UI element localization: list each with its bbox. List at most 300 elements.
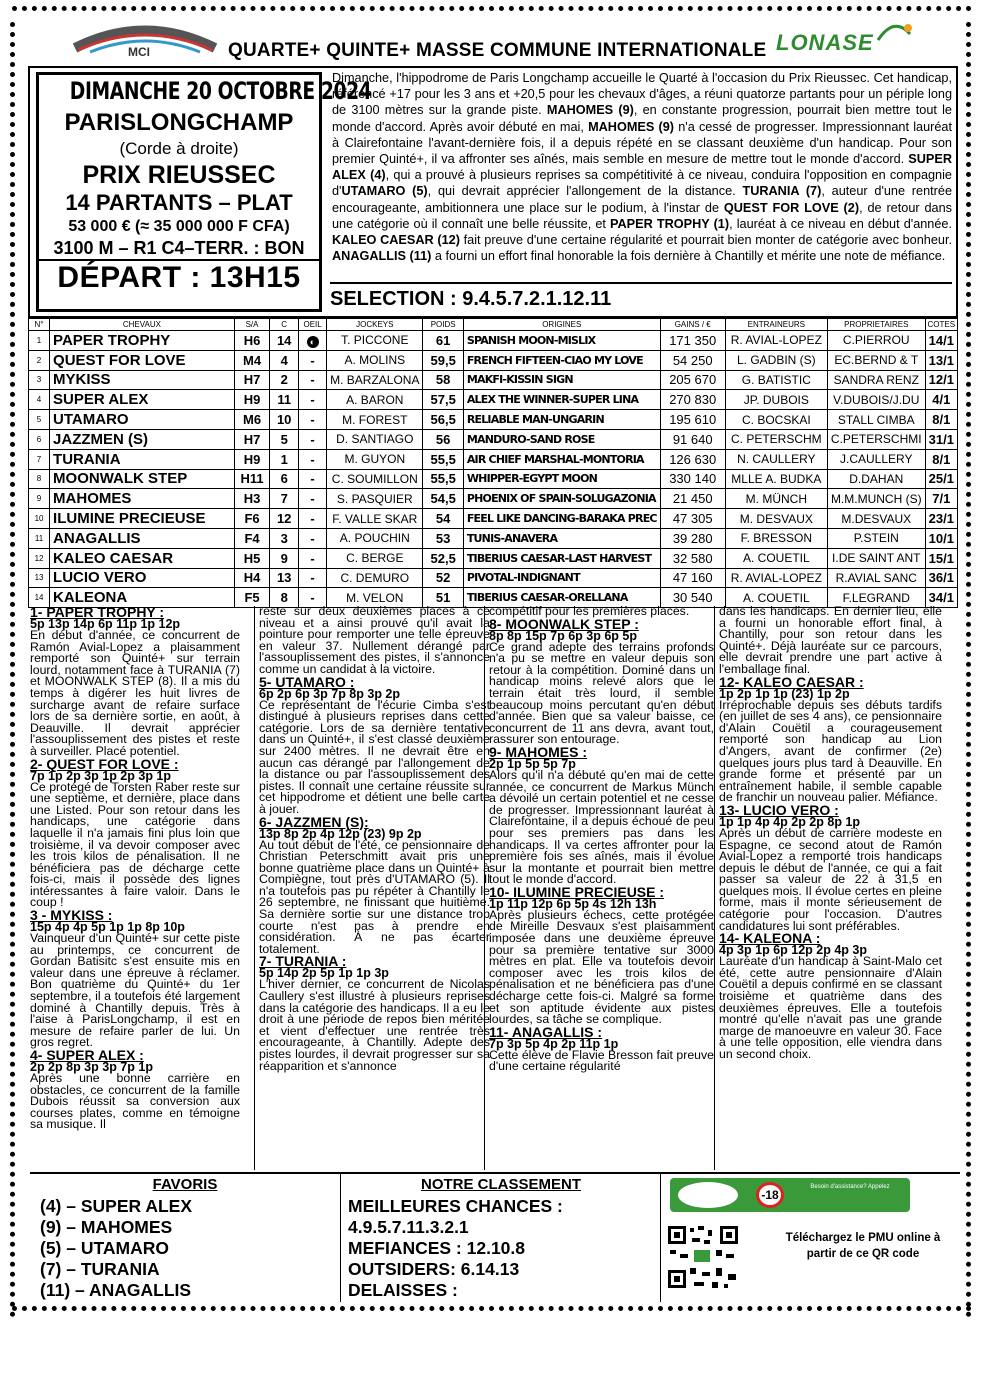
table-row: [29, 548, 958, 568]
owner: F.LEGRAND: [827, 588, 925, 608]
favori-item: (7) – TURANIA: [40, 1259, 160, 1279]
horse-entry: [259, 673, 490, 816]
entry-form: 1p 1p 4p 4p 2p 2p 8p 1p: [719, 814, 861, 829]
horse-entry: [719, 606, 942, 676]
owner: R.AVIAL SANC: [827, 568, 925, 588]
oeil: [299, 331, 327, 351]
jockey: C. BERGE: [327, 548, 423, 568]
origin: MAKFI-KISSIN SIGN: [463, 370, 660, 390]
entry-heading: [259, 673, 490, 690]
entry-heading-text: 8- MOONWALK STEP :: [489, 615, 639, 632]
entry-text: Après un début de carrière modeste en Espagne, ce second atout de Ramón Avial-Lopez a remporté trois handicaps depuis le début de l'année, ce qui a fait passer sa valeur de 22 à 31,5 en quelques mois. Il évolue certes en pleine forme, mais il monte sérieusement de catégorie pour l'occasion. D'autres candidatures lui sont préférables.: [719, 825, 942, 933]
favoris-title: FAVORIS: [152, 1176, 218, 1193]
horse-name: KALEONA: [50, 588, 235, 608]
jockey: M. FOREST: [327, 410, 423, 430]
entry-form: 2p 1p 5p 5p 7p: [489, 756, 576, 771]
origin: TIBERIUS CAESAR-LAST HARVEST: [463, 548, 660, 568]
origin: SPANISH MOON-MISLIX: [463, 331, 660, 351]
summary-text: fait preuve d'une certaine régularité et pourrait bien monter de catégorie avec bonheur.: [459, 233, 953, 248]
sex-age: H9: [234, 390, 270, 410]
odds: 4/1: [925, 390, 957, 410]
column-header: COTES: [925, 319, 957, 331]
sex-age: H6: [234, 331, 270, 351]
odds: 14/1: [925, 331, 957, 351]
origin: ALEX THE WINNER-SUPER LINA: [463, 390, 660, 410]
runner-number: 12: [29, 548, 50, 568]
odds: 34/1: [925, 588, 957, 608]
trainer: A. COUETIL: [725, 548, 827, 568]
summary-horse-name: PAPER TROPHY (1): [610, 216, 730, 231]
blinker-icon: ◐: [307, 336, 319, 348]
race-corde: (Corde à droite): [119, 139, 239, 158]
mci-logo: [70, 18, 220, 60]
horse-name: ILUMINE PRECIEUSE: [50, 509, 235, 529]
entry-text: Au tout début de l'été, ce pensionnaire de Christian Peterschmitt avait pris une bonne quatrième place dans un Quinté+ à Compiègne, tout près d'UTAMARO (5). Il n'a toutefois pas pu répéter à Chantilly le 26 septembre, ne finissant que huitième. Sa dernière sortie sur une distance trop courte n'est pas à prendre en considération. À ne pas écarter totalement.: [259, 837, 490, 956]
weight: 54: [423, 509, 463, 529]
weight: 52,5: [423, 548, 463, 568]
classement-list: [348, 1196, 658, 1301]
gains: 47 160: [660, 568, 725, 588]
origin: RELIABLE MAN-UNGARIN: [463, 410, 660, 430]
oeil: -: [299, 528, 327, 548]
entry-heading-text: 14- KALEONA :: [719, 930, 821, 947]
owner: STALL CIMBA: [827, 410, 925, 430]
summary-horse-name: MAHOMES (9): [588, 119, 675, 134]
jockey: A. BARON: [327, 390, 423, 410]
entry-text: Après une bonne carrière en obstacles, ce concurrent de la famille Dubois réussit sa conversion aux courses plates, comme en témoigne sa musique. Il: [30, 1071, 240, 1132]
runner-number: 1: [29, 331, 50, 351]
origin: PHOENIX OF SPAIN-SOLUGAZONIA: [463, 489, 660, 509]
sex-age: H7: [234, 429, 270, 449]
horse-entry: [30, 606, 240, 758]
race-summary-box: [28, 66, 958, 318]
table-row: [29, 509, 958, 529]
entry-form: 7p 3p 5p 4p 2p 11p 1p: [489, 1036, 619, 1051]
entry-form: 2p 2p 8p 3p 3p 7p 1p: [30, 1060, 153, 1074]
race-venue: PARISLONGCHAMP: [64, 109, 294, 136]
corde-number: 6: [270, 469, 299, 489]
entry-heading-text: 1- PAPER TROPHY :: [30, 606, 165, 620]
column-header: N°: [29, 319, 50, 331]
sex-age: H11: [234, 469, 270, 489]
entry-text: Ce protégé de Torsten Raber reste sur une septième, et dernière, place dans une Listed. Pour son retour dans les handicaps, une catégorie dans laquelle il n'a jamais fini plus loin que troisième, il va devoir composer avec les trois kilos de pénalisation. Il ne bénéficiera pas de décharge cette fois-ci, mais il possède des lignes intéressantes à faire valoir. Dans le coup !: [30, 779, 240, 910]
corde-number: 11: [270, 390, 299, 410]
entry-text: Cette élève de Flavie Bresson fait preuve d'une certaine régularité: [489, 1047, 714, 1074]
sex-age: H7: [234, 370, 270, 390]
column-header: JOCKEYS: [327, 319, 423, 331]
pmu-help-text: Besoin d'assistance? Appelez: [810, 1184, 890, 1190]
table-row: [29, 350, 958, 370]
gains: 205 670: [660, 370, 725, 390]
gains: 39 280: [660, 528, 725, 548]
weight: 56: [423, 429, 463, 449]
gains: 126 630: [660, 449, 725, 469]
top-dotted-border: [12, 6, 972, 11]
corde-number: 12: [270, 509, 299, 529]
race-depart: DÉPART : 13H15: [39, 259, 319, 295]
trainer: M. MÜNCH: [725, 489, 827, 509]
odds: 15/1: [925, 548, 957, 568]
owner: EC.BERND & T: [827, 350, 925, 370]
gains: 195 610: [660, 410, 725, 430]
summary-text: , auteur d'une rentrée encourageante, ambitionnera une place sur le podium, à l'instar de: [332, 184, 953, 215]
classement-item: OUTSIDERS: 6.14.13: [348, 1259, 520, 1279]
origin: PIVOTAL-INDIGNANT: [463, 568, 660, 588]
weight: 59,5: [423, 350, 463, 370]
runner-number: 6: [29, 429, 50, 449]
column-header: PROPRIETAIRES: [827, 319, 925, 331]
runners-table: [28, 318, 958, 608]
horse-name: MOONWALK STEP: [50, 469, 235, 489]
gains: 330 140: [660, 469, 725, 489]
classement-item: 4.9.5.7.11.3.2.1: [348, 1217, 469, 1237]
entry-form: 8p 8p 15p 7p 6p 3p 6p 5p: [489, 628, 637, 643]
entry-form: 15p 4p 4p 5p 1p 1p 8p 10p: [30, 920, 185, 935]
left-dotted-border: [10, 22, 15, 1318]
table-row: [29, 588, 958, 608]
corde-number: 14: [270, 331, 299, 351]
gains: 47 305: [660, 509, 725, 529]
odds: 36/1: [925, 568, 957, 588]
trainer: R. AVIAL-LOPEZ: [725, 331, 827, 351]
gains: 30 540: [660, 588, 725, 608]
oeil: -: [299, 390, 327, 410]
entry-form: 5p 13p 14p 6p 11p 1p 12p: [30, 617, 181, 631]
entry-text: dans les handicaps. En dernier lieu, elle a fourni un honorable effort final, à Chantilly, pour son retour dans les Quinté+. Déjà lauréate sur ce parcours, elle devrait prendre une part active à l'emballage final.: [719, 606, 942, 676]
entry-text: compétitif pour les premières places.: [489, 606, 690, 618]
jockey: F. VALLE SKAR: [327, 509, 423, 529]
entry-text: Ce représentant de l'écurie Cimba s'est distingué à plusieurs reprises dans cette catégorie. Lors de sa dernière tentative dans un Quinté+, il s'est classé deuxième sur 2400 mètres. Il ne devrait être en aucun cas dérangé par l'allongement de la distance ou par l'assouplissement des pistes. Il connaît une certaine réussite sur cet hippodrome et détient une belle carte à jouer.: [259, 697, 490, 816]
column-header: CHEVAUX: [50, 319, 235, 331]
sex-age: M4: [234, 350, 270, 370]
horse-name: TURANIA: [50, 449, 235, 469]
trainer: R. AVIAL-LOPEZ: [725, 568, 827, 588]
horse-name: MYKISS: [50, 370, 235, 390]
column-header: ORIGINES: [463, 319, 660, 331]
entry-heading-text: 13- LUCIO VERO :: [719, 801, 839, 818]
horse-name: ANAGALLIS: [50, 528, 235, 548]
owner: C.PIERROU: [827, 331, 925, 351]
summary-text: , lauréat à ce niveau en début d'année.: [729, 216, 952, 231]
summary-text: Dimanche, l'hippodrome de Paris Longchamp accueille le Quarté à l'occasion du Prix Rieussec. Cet handicap, référencé +17 pour les 3 ans et +20,5 pour les chevaux d'âges, a réuni quatorze partants pour un périple long de 3100 mètres sur la grande piste.: [332, 71, 952, 118]
classement-item: MEILLEURES CHANCES :: [348, 1196, 563, 1216]
corde-number: 8: [270, 588, 299, 608]
origin: FRENCH FIFTEEN-CIAO MY LOVE: [463, 350, 660, 370]
horse-name: KALEO CAESAR: [50, 548, 235, 568]
entry-heading-text: 9- MAHOMES :: [489, 743, 587, 760]
column-header: S/A: [234, 319, 270, 331]
entry-form: 13p 8p 2p 4p 12p (23) 9p 2p: [259, 826, 422, 841]
origin: TUNIS-ANAVERA: [463, 528, 660, 548]
entry-form: 5p 14p 2p 5p 1p 1p 3p: [259, 966, 389, 981]
horse-entry: [719, 932, 942, 1060]
mci-logo-text: MCI: [128, 45, 150, 59]
pmu-text-line-2: partir de ce QR code: [806, 1248, 920, 1260]
column-header: ENTRAINEURS: [725, 319, 827, 331]
summary-horse-name: SUPER ALEX (4): [332, 152, 952, 183]
favori-item: (11) – ANAGALLIS: [40, 1280, 192, 1300]
entry-heading: [719, 673, 942, 690]
weight: 55,5: [423, 469, 463, 489]
trainer: C. BOCSKAI: [725, 410, 827, 430]
race-info-panel: [36, 72, 372, 312]
runner-number: 2: [29, 350, 50, 370]
weight: 55,5: [423, 449, 463, 469]
weight: 54,5: [423, 489, 463, 509]
origin: TIBERIUS CAESAR-ORELLANA: [463, 588, 660, 608]
corde-number: 9: [270, 548, 299, 568]
summary-text: a fourni un effort final honorable la fois dernière à Chantilly et mérite une note de méfiance.: [431, 249, 946, 264]
horse-entry: [30, 909, 240, 1049]
page-header: [28, 16, 958, 64]
summary-horse-name: TURANIA (7): [742, 184, 822, 199]
gains: 270 830: [660, 390, 725, 410]
runner-number: 5: [29, 410, 50, 430]
horse-entry: [30, 755, 240, 910]
pmu-download-text: [778, 1230, 948, 1262]
column-header: C: [270, 319, 299, 331]
column-header: POIDS: [423, 319, 463, 331]
odds: 8/1: [925, 410, 957, 430]
table-row: [29, 568, 958, 588]
pmu-banner: [670, 1178, 910, 1212]
odds: 8/1: [925, 449, 957, 469]
summary-text: , de retour dans une catégorie où il connaît une belle réussite, et: [332, 200, 952, 231]
owner: M.M.MUNCH (S): [827, 489, 925, 509]
entry-form: 1p 11p 12p 6p 5p 4s 12h 13h: [489, 896, 657, 911]
entry-heading-text: 12- KALEO CAESAR :: [719, 673, 864, 690]
favoris-list: [40, 1196, 330, 1301]
table-header-row: [29, 319, 958, 331]
sex-age: M6: [234, 410, 270, 430]
jockey: A. POUCHIN: [327, 528, 423, 548]
pronostic-columns: [30, 606, 960, 1170]
oeil: -: [299, 350, 327, 370]
entry-heading: [489, 615, 714, 632]
oeil: -: [299, 429, 327, 449]
entry-text: Lauréate d'un handicap à Saint-Malo cet été, cette autre pensionnaire d'Alain Couëtil a depuis confirmé en se classant troisième et quatrième dans des deuxièmes épreuves. Elle a toutefois montré qu'elle n'avait pas une grande marge de manoeuvre en valeur 30. Face à une telle opposition, elle viendra dans un second choix.: [719, 954, 942, 1061]
entry-text: Ce grand adepte des terrains profonds n'a pu se mettre en valeur depuis son retour à la compétition. Dominé dans un handicap moins relevé alors que le terrain était très lourd, il semble beaucoup moins percutant qu'en début d'année. Bien que sa valeur baisse, ce concurrent de 11 ans devra, avant tout, rassurer son entourage.: [489, 639, 714, 747]
qr-code-icon[interactable]: [666, 1224, 740, 1290]
entry-text: reste sur deux deuxièmes places à ce niveau et a ainsi prouvé qu'il avait la pointure pour remporter une telle épreuve en valeur 37. Nullement dérangé par l'assouplissement des pistes, il s'annonce comme un candidat à la victoire.: [259, 606, 490, 676]
sex-age: H3: [234, 489, 270, 509]
odds: 13/1: [925, 350, 957, 370]
entry-heading: [489, 1023, 714, 1040]
gains: 91 640: [660, 429, 725, 449]
entry-heading-text: 11- ANAGALLIS :: [489, 1023, 603, 1040]
horse-entry: [719, 801, 942, 933]
owner: M.DESVAUX: [827, 509, 925, 529]
odds: 7/1: [925, 489, 957, 509]
horse-name: UTAMARO: [50, 410, 235, 430]
table-row: [29, 489, 958, 509]
gains: 32 580: [660, 548, 725, 568]
corde-number: 10: [270, 410, 299, 430]
summary-horse-name: QUEST FOR LOVE (2): [723, 200, 860, 215]
owner: I.DE SAINT ANT: [827, 548, 925, 568]
column-header: OEIL: [299, 319, 327, 331]
race-date: DIMANCHE 20 OCTOBRE 2024: [69, 77, 372, 105]
summary-horse-name: MAHOMES (9): [546, 103, 634, 118]
oeil: -: [299, 568, 327, 588]
summary-text: , en constante progression, pourrait bien mettre tout le monde d'accord. Après avoir débuté en mai,: [332, 103, 952, 134]
favori-item: (5) – UTAMARO: [40, 1238, 169, 1258]
oeil: -: [299, 489, 327, 509]
sex-age: F6: [234, 509, 270, 529]
owner: P.STEIN: [827, 528, 925, 548]
oeil: -: [299, 469, 327, 489]
runner-number: 8: [29, 469, 50, 489]
sex-age: H5: [234, 548, 270, 568]
corde-number: 5: [270, 429, 299, 449]
pmu-logo-icon: [678, 1182, 738, 1208]
sex-age: F4: [234, 528, 270, 548]
trainer: MLLE A. BUDKA: [725, 469, 827, 489]
entry-form: 1p 2p 1p 1p (23) 1p 2p: [719, 686, 850, 701]
runner-number: 14: [29, 588, 50, 608]
horse-entry: [259, 813, 490, 956]
classement-title: NOTRE CLASSEMENT: [420, 1176, 581, 1193]
origin: AIR CHIEF MARSHAL-MONTORIA: [463, 449, 660, 469]
jockey: M. GUYON: [327, 449, 423, 469]
table-row: [29, 410, 958, 430]
table-row: [29, 449, 958, 469]
race-partants: 14 PARTANTS – PLAT: [65, 190, 293, 215]
favori-item: (9) – MAHOMES: [40, 1217, 173, 1237]
runner-number: 4: [29, 390, 50, 410]
gains: 54 250: [660, 350, 725, 370]
horse-name: MAHOMES: [50, 489, 235, 509]
favori-item: (4) – SUPER ALEX: [40, 1196, 193, 1216]
entry-form: 6p 2p 6p 3p 7p 8p 3p 2p: [259, 686, 401, 701]
runner-number: 3: [29, 370, 50, 390]
summary-horse-name: ANAGALLIS (11): [332, 249, 432, 264]
pronostic-column-3: [484, 606, 718, 1170]
weight: 51: [423, 588, 463, 608]
horse-name: QUEST FOR LOVE: [50, 350, 235, 370]
corde-number: 7: [270, 489, 299, 509]
oeil: -: [299, 370, 327, 390]
summary-text: , qui devrait apprécier l'allongement de la distance.: [427, 184, 743, 199]
owner: J.CAULLERY: [827, 449, 925, 469]
summary-horse-name: KALEO CAESAR (12): [332, 233, 460, 248]
corde-number: 4: [270, 350, 299, 370]
bottom-section: [30, 1172, 960, 1302]
race-prix: PRIX RIEUSSEC: [82, 161, 276, 189]
oeil: -: [299, 410, 327, 430]
race-summary-text: [332, 70, 952, 264]
divider: [660, 1174, 661, 1302]
corde-number: 3: [270, 528, 299, 548]
entry-heading-text: 2- QUEST FOR LOVE :: [30, 755, 179, 772]
table-row: [29, 469, 958, 489]
horse-entry: [259, 955, 490, 1072]
entry-heading-text: 5- UTAMARO :: [259, 673, 355, 690]
summary-horse-name: UTAMARO (5): [341, 184, 428, 199]
column-header: GAINS / €: [660, 319, 725, 331]
horse-entry: [489, 743, 714, 887]
oeil: -: [299, 509, 327, 529]
sex-age: F5: [234, 588, 270, 608]
table-row: [29, 429, 958, 449]
horse-entry: [489, 883, 714, 1027]
entry-text: L'hiver dernier, ce concurrent de Nicolas Caullery s'est illustré à plusieurs reprises dans la catégorie des handicaps. Il a eu le droit à une période de repos bien méritée et vient d'effectuer une rentrée très encourageante, à Chantilly. Adepte des pistes lourdes, il devrait progresser sur sa réapparition et s'annonce: [259, 977, 490, 1073]
origin: FEEL LIKE DANCING-BARAKA PREC: [463, 509, 660, 529]
jockey: A. MOLINS: [327, 350, 423, 370]
jockey: D. SANTIAGO: [327, 429, 423, 449]
entry-text: Vainqueur d'un Quinté+ sur cette piste au printemps, ce concurrent de Gordan Batisitc s'est ensuite mis en valeur dans une épreuve à réclamer. Bon quatrième du Quinté+ du 1er septembre, il a toutefois été largement dominé à Chantilly depuis. Très à l'aise à ParisLongchamp, il est en mesure de refaire parler de lui. Un gros regret.: [30, 931, 240, 1050]
selection: SELECTION : 9.4.5.7.2.1.12.11: [330, 282, 952, 311]
bottom-dotted-border: [12, 1306, 972, 1311]
pmu-text-line-1: Téléchargez le PMU online à: [785, 1232, 941, 1244]
corde-number: 1: [270, 449, 299, 469]
horse-name: LUCIO VERO: [50, 568, 235, 588]
weight: 58: [423, 370, 463, 390]
table-row: [29, 390, 958, 410]
odds: 25/1: [925, 469, 957, 489]
origin: MANDURO-SAND ROSE: [463, 429, 660, 449]
horse-name: PAPER TROPHY: [50, 331, 235, 351]
owner: C.PETERSCHMI: [827, 429, 925, 449]
race-distance: 3100 M – R1 C4–TERR. : BON: [53, 238, 305, 258]
jockey: C. DEMURO: [327, 568, 423, 588]
pronostic-column-1: [30, 606, 244, 1170]
owner: SANDRA RENZ: [827, 370, 925, 390]
trainer: JP. DUBOIS: [725, 390, 827, 410]
horse-entry: [30, 1049, 240, 1131]
trainer: M. DESVAUX: [725, 509, 827, 529]
gains: 21 450: [660, 489, 725, 509]
entry-heading-text: 4- SUPER ALEX :: [30, 1047, 144, 1063]
entry-heading: [30, 755, 240, 772]
summary-text: n'a cessé de progresser. Impressionnant lauréat à Clairefontaine l'avant-dernière fois, il a depuis répété en se classant deuxième d'un handicap. Pour son premier Quinté+, il va affronter ses aînés, mais semble en mesure de mettre tout le monde d'accord.: [332, 119, 952, 167]
sex-age: H4: [234, 568, 270, 588]
horse-entry: [489, 615, 714, 747]
age-limit-badge: -18: [756, 1182, 784, 1208]
oeil: -: [299, 449, 327, 469]
oeil: -: [299, 588, 327, 608]
runner-number: 7: [29, 449, 50, 469]
jockey: M. BARZALONA: [327, 370, 423, 390]
owner: D.DAHAN: [827, 469, 925, 489]
trainer: A. COUETIL: [725, 588, 827, 608]
runner-number: 11: [29, 528, 50, 548]
divider: [340, 1174, 341, 1302]
trainer: C. PETERSCHM: [725, 429, 827, 449]
corde-number: 13: [270, 568, 299, 588]
classement-item: DELAISSES :: [348, 1280, 458, 1300]
horse-name: SUPER ALEX: [50, 390, 235, 410]
horse-entry: [259, 606, 490, 676]
jockey: T. PICCONE: [327, 331, 423, 351]
origin: WHIPPER-EGYPT MOON: [463, 469, 660, 489]
owner: V.DUBOIS/J.DU: [827, 390, 925, 410]
table-row: [29, 528, 958, 548]
odds: 12/1: [925, 370, 957, 390]
weight: 56,5: [423, 410, 463, 430]
trainer: G. BATISTIC: [725, 370, 827, 390]
entry-heading: [259, 813, 490, 830]
corde-number: 2: [270, 370, 299, 390]
lonase-logo-text: LONASE: [776, 30, 874, 55]
pronostic-column-4: [714, 606, 946, 1170]
gains: 171 350: [660, 331, 725, 351]
weight: 57,5: [423, 390, 463, 410]
jockey: C. SOUMILLON: [327, 469, 423, 489]
entry-text: Irréprochable depuis ses débuts tardifs (en juillet de ses 4 ans), ce pensionnaire d'Alain Couëtil a courageusement remporté son handicap au Lion d'Angers, avant de confirmer (2e) quelques jours plus tard à Deauville. En grande forme et présenté par un entraînement habile, il semble capable de franchir un nouveau palier. Méfiance.: [719, 697, 942, 805]
right-dotted-border: [966, 22, 971, 1318]
entry-form: 7p 1p 2p 3p 1p 2p 3p 1p: [30, 768, 172, 783]
